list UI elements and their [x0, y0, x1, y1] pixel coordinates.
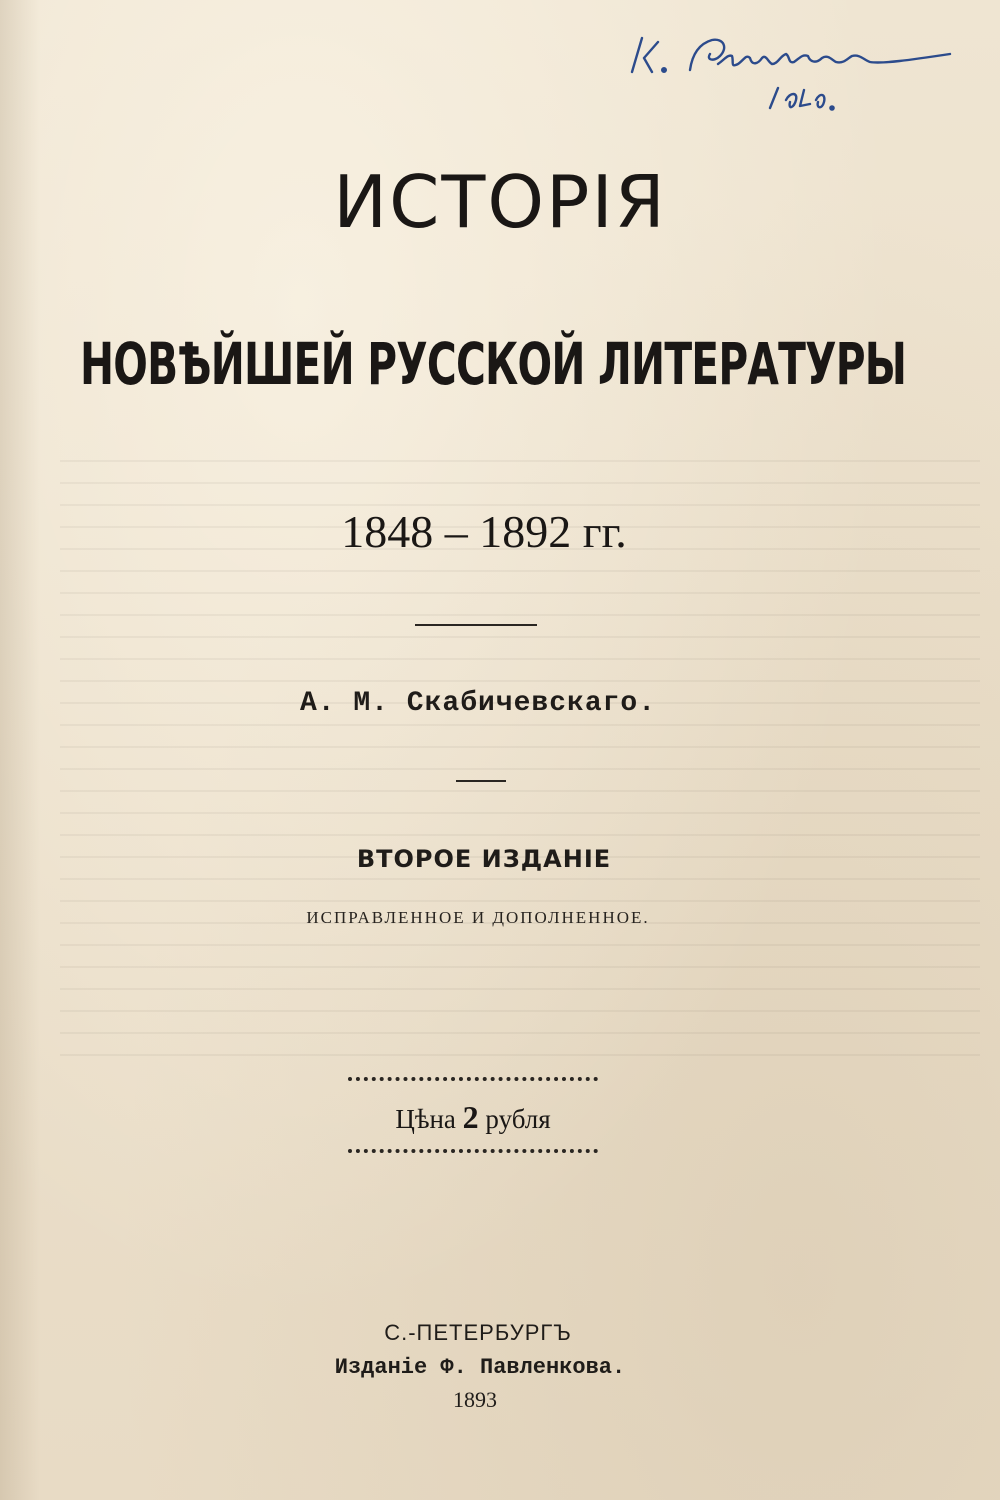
divider-rule [415, 624, 537, 626]
publication-city: С.-ПЕТЕРБУРГЪ [384, 1320, 572, 1345]
divider-rule-short [456, 780, 506, 782]
price-prefix: Цѣна [395, 1104, 463, 1134]
publication-year: 1893 [453, 1387, 497, 1412]
book-title: ИСТОРІЯ [333, 160, 667, 244]
book-years: 1848 – 1892 гг. [341, 506, 627, 557]
inscription-date [770, 88, 824, 108]
book-author: А. М. Скабичевскаго. [299, 688, 657, 719]
price-box [348, 1077, 598, 1155]
inscription-surname [690, 40, 950, 70]
dotted-border-top [348, 1077, 598, 1081]
handwritten-inscription [620, 20, 1000, 130]
book-subtitle: НОВѢЙШЕЙ РУССКОЙ ЛИТЕРАТУРЫ [80, 330, 907, 398]
publisher: Изданіе Ф. Павленкова. [334, 1355, 626, 1380]
price-text [348, 1099, 598, 1136]
inscription-initial [632, 38, 658, 72]
dotted-border-bottom [348, 1149, 598, 1153]
edition-label: ВТОРОЕ ИЗДАНІЕ [356, 845, 612, 873]
edition-note: ИСПРАВЛЕННОЕ И ДОПОЛНЕННОЕ. [306, 908, 650, 927]
price-amount: 2 [462, 1099, 479, 1135]
price-suffix: рубля [478, 1104, 551, 1134]
